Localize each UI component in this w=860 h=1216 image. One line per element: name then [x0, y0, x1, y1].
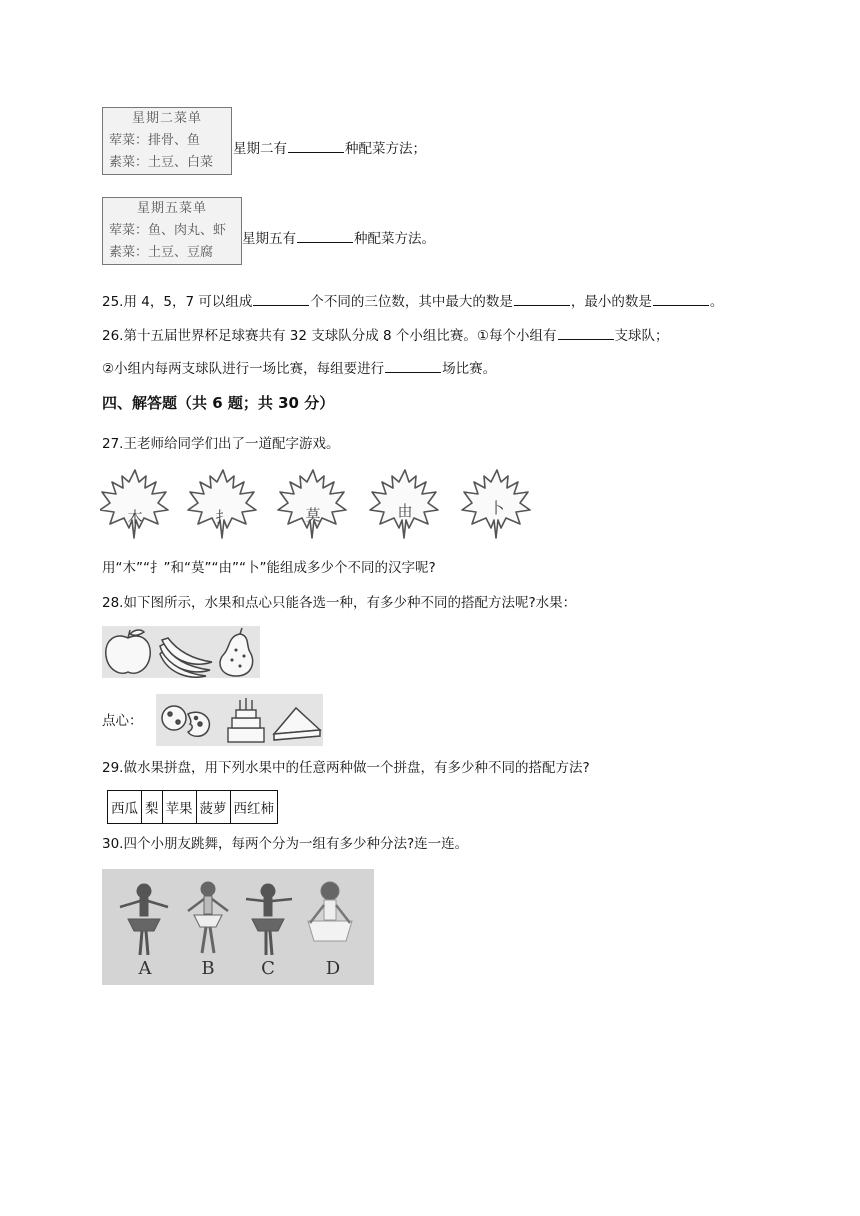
question-28: 28.如下图所示，水果和点心只能各选一种，有多少种不同的搭配方法呢?水果： — [102, 595, 577, 611]
leaf-char: 莫 — [305, 506, 321, 524]
leaf-1 — [100, 470, 168, 538]
snack-label: 点心： — [102, 713, 143, 729]
sandwich-icon — [274, 708, 320, 740]
question-27: 27.王老师给同学们出了一道配字游戏。 — [102, 436, 340, 452]
table-cell: 西瓜 — [108, 791, 142, 824]
answer-blank[interactable] — [288, 138, 344, 153]
menu-card-tuesday — [102, 107, 232, 175]
question-30: 30.四个小朋友跳舞，每两个分为一组有多少种分法?连一连。 — [102, 836, 469, 852]
table-cell: 菠萝 — [196, 791, 230, 824]
menu-meat: 荤菜：排骨、鱼 — [109, 133, 201, 148]
question-29: 29.做水果拼盘，用下列水果中的任意两种做一个拼盘，有多少种不同的搭配方法? — [102, 760, 590, 776]
question-25: 25.用 4，5，7 可以组成 个不同的三位数，其中最大的数是 ，最小的数是 。 — [102, 291, 723, 312]
answer-blank[interactable] — [558, 325, 614, 340]
table-row — [108, 791, 278, 824]
table-cell: 西红柿 — [230, 791, 278, 824]
dancer-label: C — [261, 958, 275, 979]
question-26-line1: 26.第十五届世界杯足球赛共有 32 支球队分成 8 个小组比赛。①每个小组有 支球队； — [102, 325, 669, 346]
answer-blank[interactable] — [653, 291, 709, 306]
menu-title: 星期二菜单 — [131, 111, 202, 126]
fruit-table — [107, 790, 278, 824]
leaf-char: 木 — [127, 508, 143, 526]
dancer-label: B — [201, 958, 215, 979]
table-cell: 苹果 — [162, 791, 196, 824]
section-title: 四、解答题（共 6 题；共 30 分） — [102, 394, 335, 412]
answer-blank[interactable] — [253, 291, 309, 306]
banana-icon — [160, 638, 212, 677]
menu-veg: 素菜：土豆、豆腐 — [109, 245, 214, 260]
cookie-icon — [162, 706, 209, 736]
fruit-picture — [102, 626, 260, 678]
pear-icon — [220, 628, 253, 676]
snack-picture — [156, 694, 323, 746]
table-cell: 梨 — [142, 791, 163, 824]
dancer-label: A — [138, 958, 152, 979]
leaf-2 — [188, 470, 256, 538]
menu-veg: 素菜：土豆、白菜 — [109, 155, 214, 170]
leaf-char: 由 — [397, 502, 413, 520]
q24-tuesday-text: 星期二有 种配菜方法； — [233, 138, 426, 159]
answer-blank[interactable] — [385, 358, 441, 373]
answer-blank[interactable] — [514, 291, 570, 306]
apple-icon — [106, 630, 150, 673]
leaf-char: 卜 — [489, 499, 505, 517]
menu-card-friday — [102, 197, 242, 265]
q24-friday-text: 星期五有 种配菜方法。 — [242, 228, 435, 249]
menu-meat: 荤菜：鱼、肉丸、虾 — [109, 223, 227, 238]
leaf-char: 扌 — [215, 508, 231, 526]
question-26-line2: ②小组内每两支球队进行一场比赛，每组要进行 场比赛。 — [102, 358, 496, 379]
dancer-label: D — [325, 958, 341, 979]
answer-blank[interactable] — [297, 228, 353, 243]
menu-title: 星期五菜单 — [136, 201, 207, 216]
cake-icon — [228, 698, 264, 742]
question-27-ask: 用“木”“扌”和“莫”“由”“卜”能组成多少个不同的汉字呢? — [102, 560, 436, 576]
